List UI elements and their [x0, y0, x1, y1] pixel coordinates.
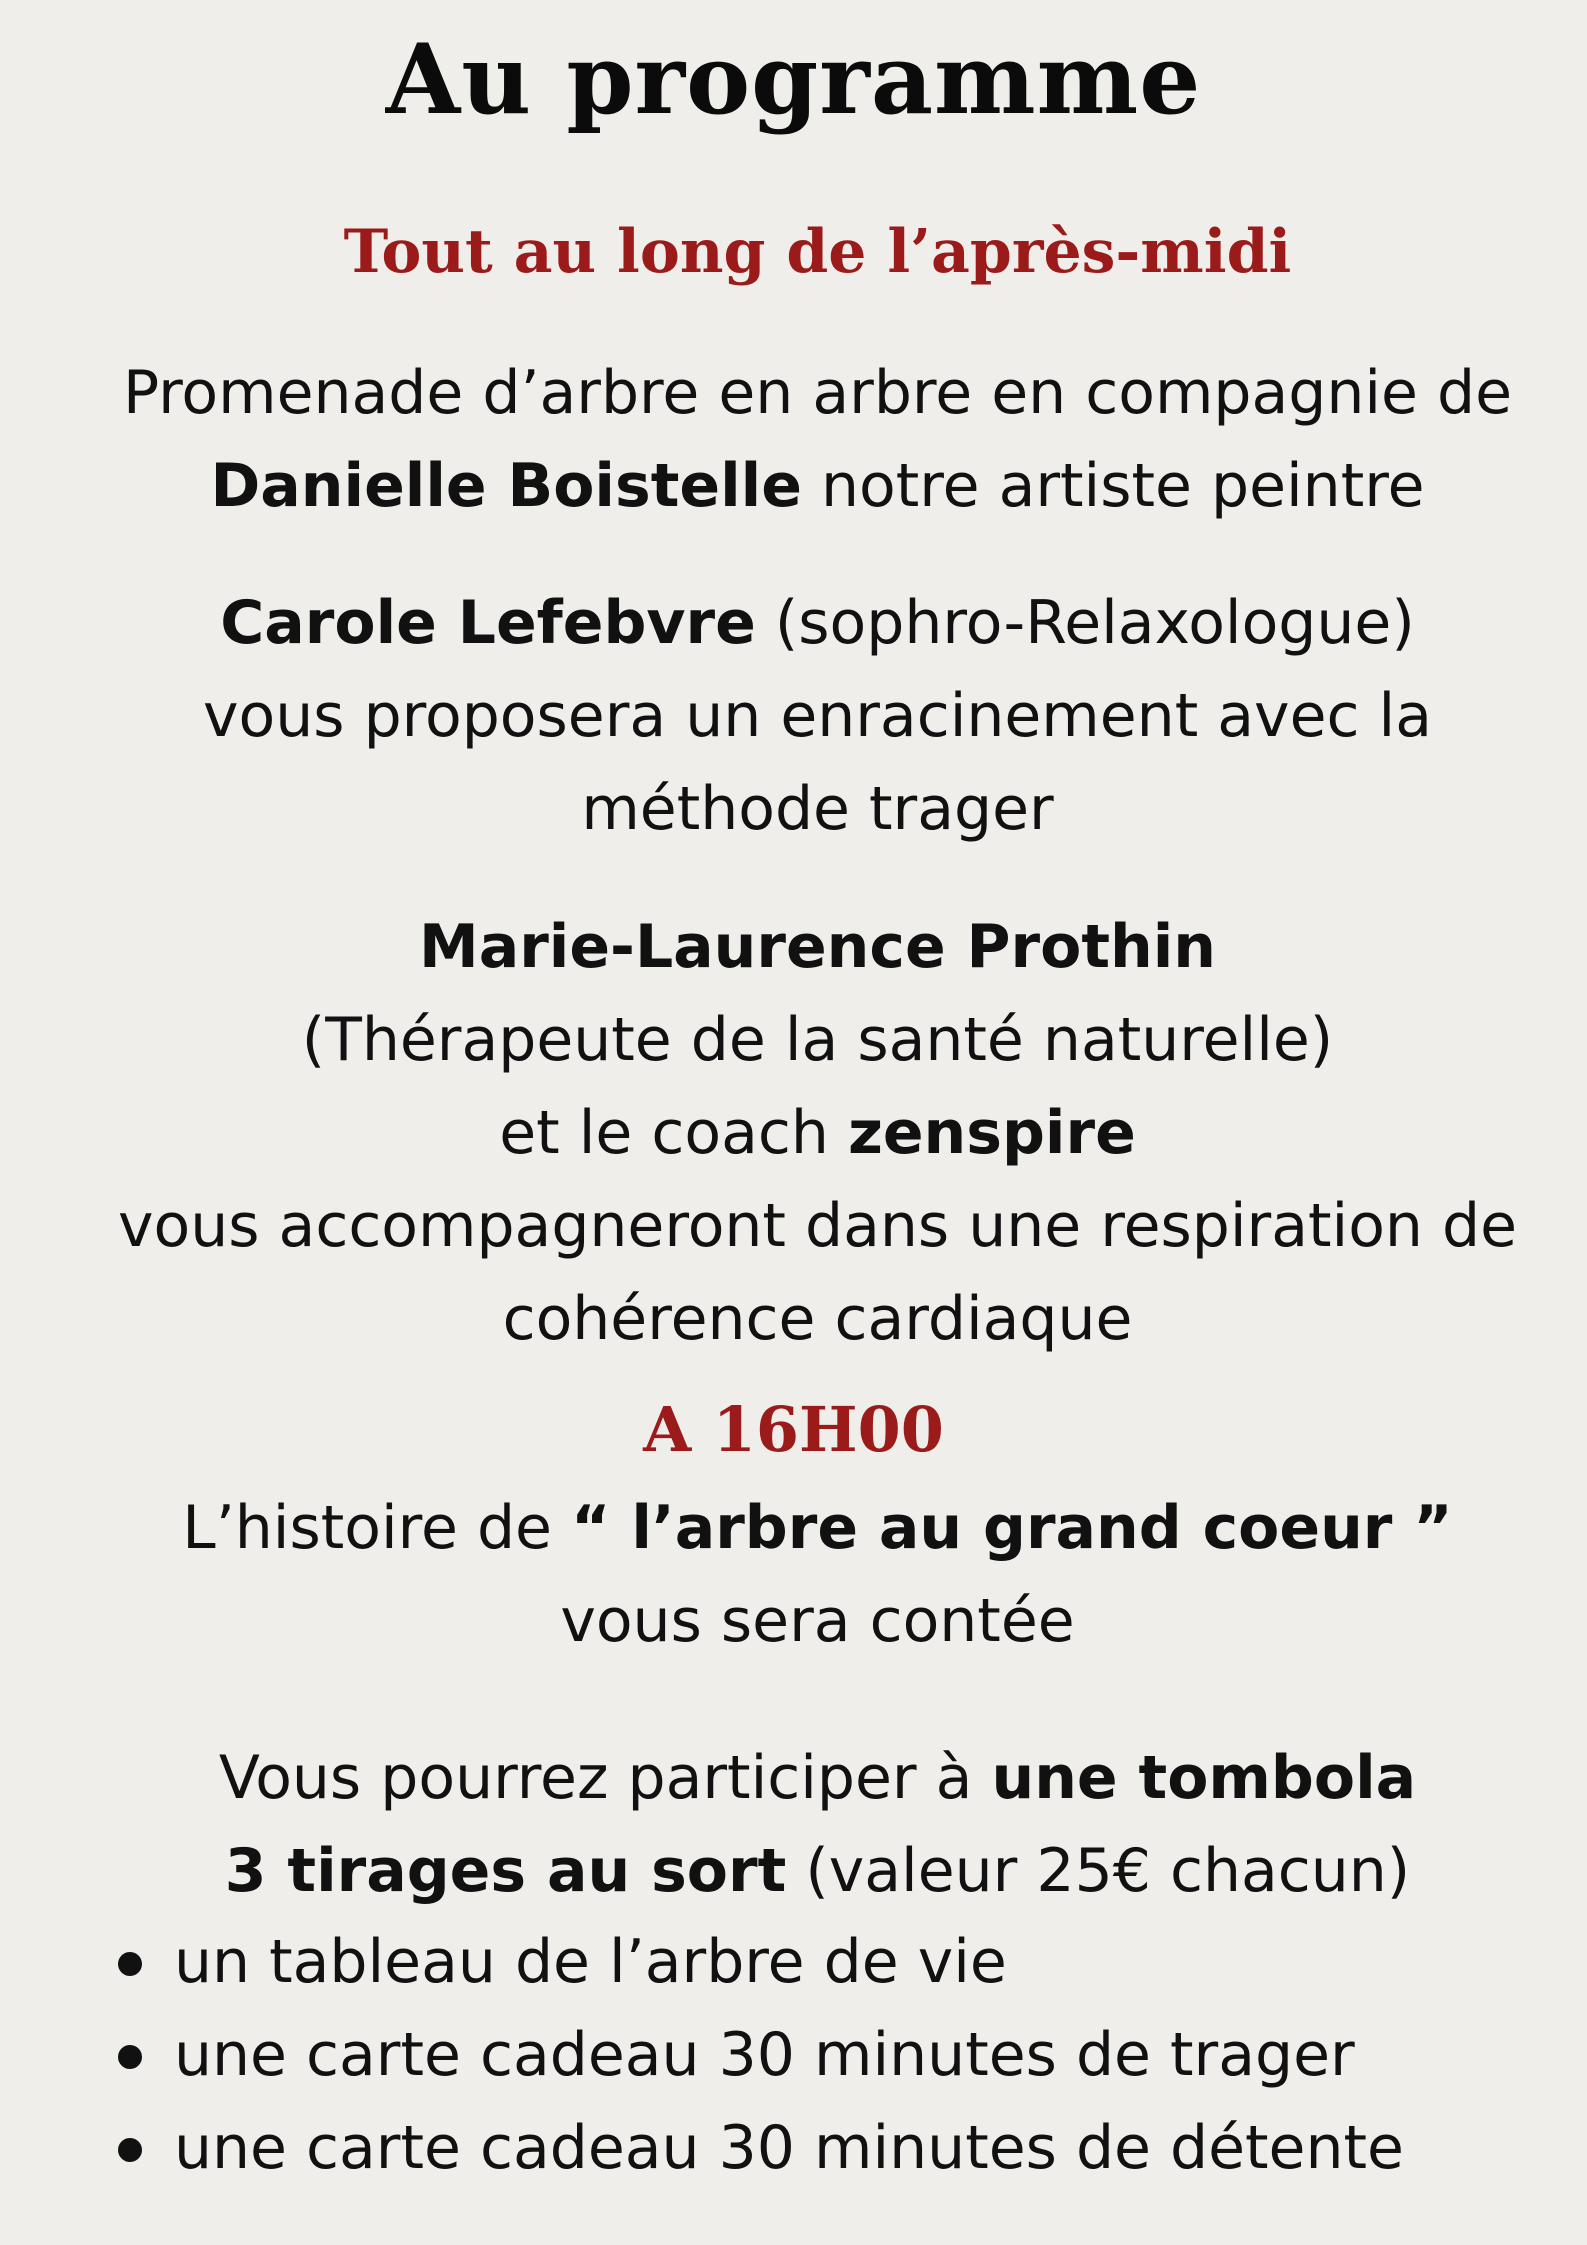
list-item: [108, 1916, 1404, 2009]
story-title: “ l’arbre au grand coeur ”: [571, 1493, 1453, 1563]
raffle-intro: Vous pourrez participer à: [218, 1743, 992, 1813]
bullet-icon: [118, 2138, 142, 2162]
walk-line: Promenade d’arbre en arbre en compagnie de: [122, 358, 1513, 428]
prize-list: [108, 1916, 1404, 2195]
walk-paragraph: [0, 347, 1587, 533]
sophro-line: [0, 577, 1587, 670]
bullet-icon: [118, 2045, 142, 2069]
therapist-name: Marie-Laurence Prothin: [419, 912, 1216, 982]
coach-intro: et le coach: [499, 1098, 848, 1168]
afternoon-heading: Tout au long de l’après-midi: [343, 217, 1292, 287]
time-heading: A 16H00: [643, 1393, 944, 1466]
coach-name: zenspire: [847, 1098, 1136, 1168]
list-item: [108, 2009, 1404, 2102]
story-intro: L’histoire de: [182, 1493, 572, 1563]
story-line: [0, 1482, 1587, 1575]
bullet-icon: [118, 1952, 142, 1976]
prize-label: une carte cadeau 30 minutes de détente: [174, 2113, 1404, 2183]
raffle-paragraph: [0, 1732, 1587, 1918]
rooting-paragraph: [0, 577, 1587, 856]
raffle-line: [0, 1732, 1587, 1825]
list-item: [108, 2102, 1404, 2195]
artist-role: notre artiste peintre: [801, 451, 1425, 521]
breathing-paragraph: [0, 901, 1587, 1366]
sophro-name: Carole Lefebvre: [220, 588, 756, 658]
artist-line: [0, 440, 1587, 533]
breathing-line: vous accompagneront dans une respiration de: [117, 1191, 1517, 1261]
therapist-line: [0, 901, 1587, 994]
draws-count: 3 tirages au sort: [224, 1836, 787, 1906]
coach-line: [0, 1087, 1587, 1180]
draws-value: (valeur 25€ chacun): [786, 1836, 1411, 1906]
prize-label: une carte cadeau 30 minutes de trager: [174, 2020, 1355, 2090]
artist-name: Danielle Boistelle: [210, 451, 802, 521]
draws-line: [0, 1825, 1587, 1918]
story-paragraph: [0, 1482, 1587, 1668]
story-told-line: vous sera contée: [560, 1586, 1075, 1656]
rooting-line: vous proposera un enracinement avec la: [203, 681, 1432, 751]
raffle-name: une tombola: [991, 1743, 1417, 1813]
prize-label: un tableau de l’arbre de vie: [174, 1927, 1007, 1997]
sophro-role: (sophro-Relaxologue): [755, 588, 1415, 658]
therapist-role: (Thérapeute de la santé naturelle): [301, 1005, 1334, 1075]
coherence-line: cohérence cardiaque: [502, 1284, 1133, 1354]
method-line: méthode trager: [581, 774, 1054, 844]
page-title: Au programme: [385, 23, 1202, 136]
